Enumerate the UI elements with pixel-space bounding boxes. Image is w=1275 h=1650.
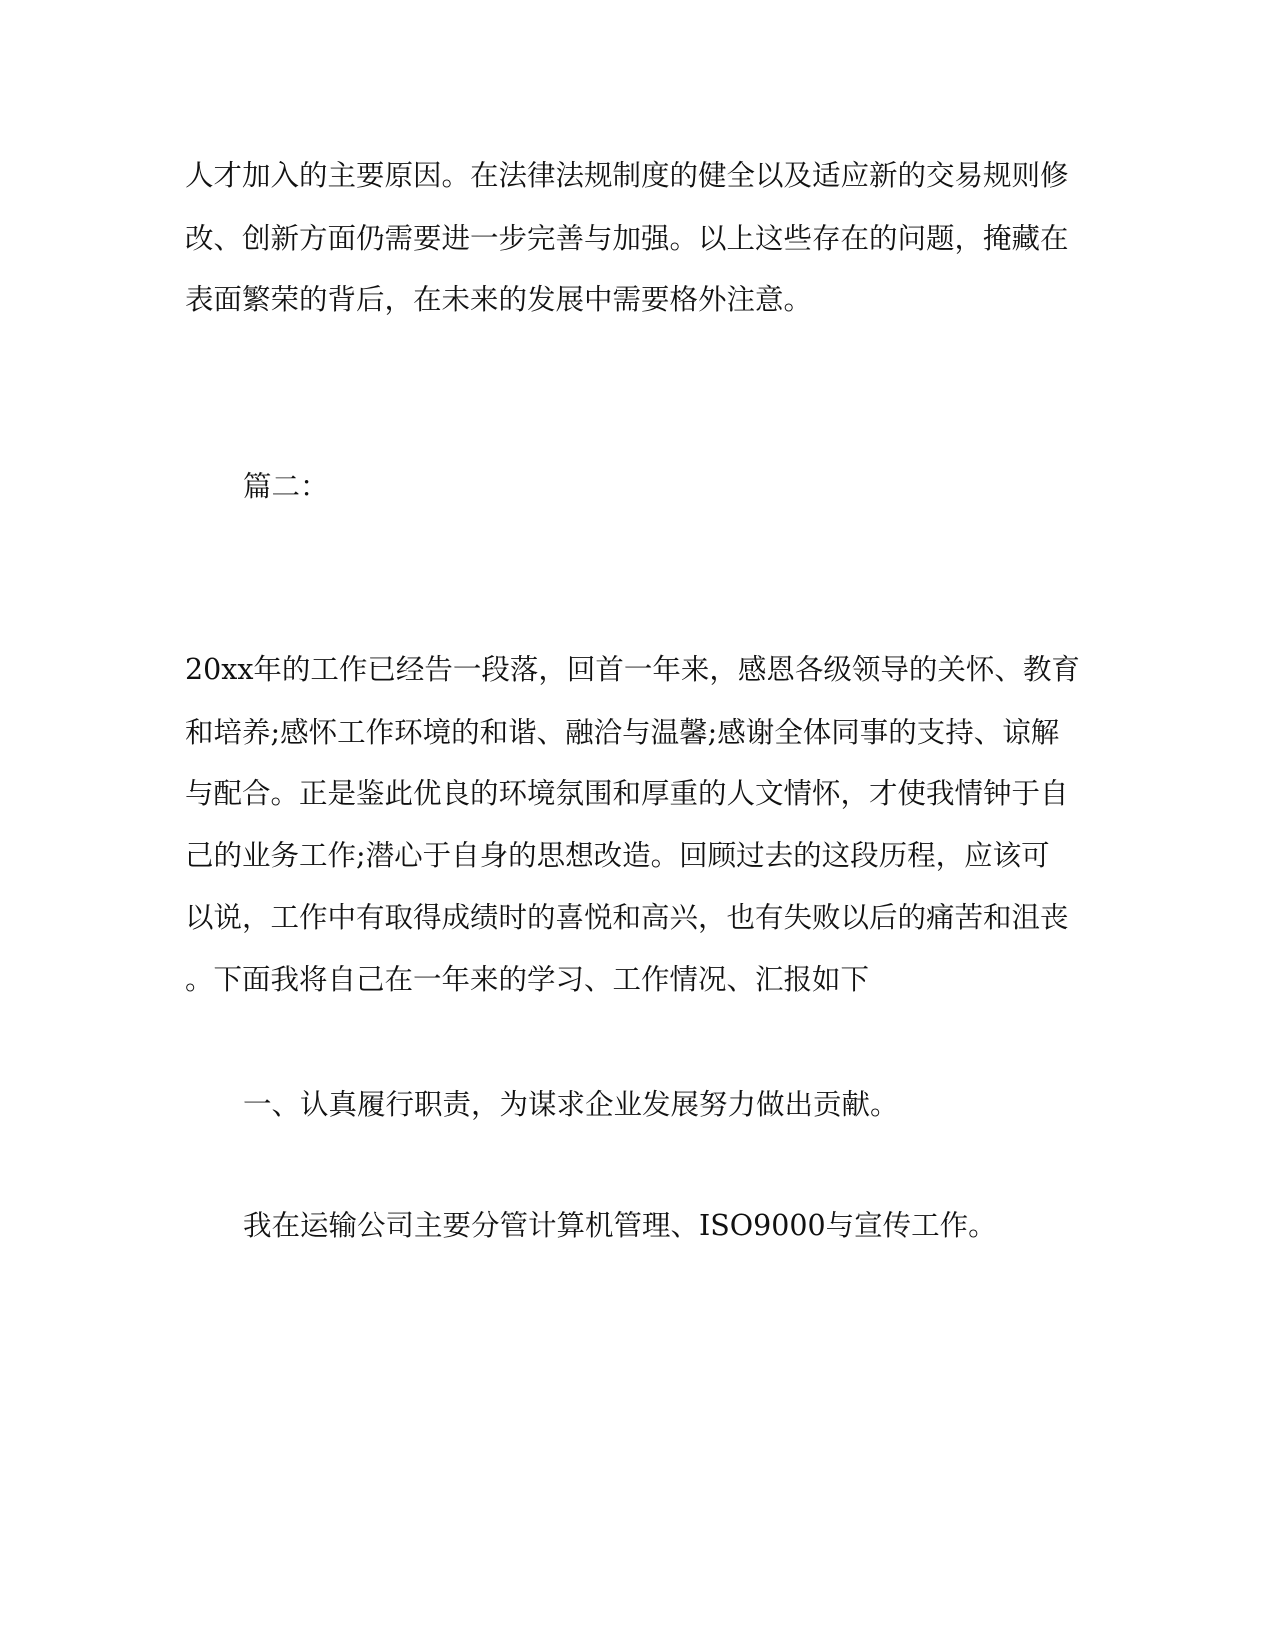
text-line: 和培养;感怀工作环境的和谐、融洽与温馨;感谢全体同事的支持、谅解 (185, 716, 1060, 749)
text-line: 我在运输公司主要分管计算机管理、ISO9000与宣传工作。 (243, 1209, 997, 1242)
text-line: 表面繁荣的背后，在未来的发展中需要格外注意。 (185, 283, 813, 316)
subheading: 一、认真履行职责，为谋求企业发展努力做出贡献。 (243, 1088, 899, 1121)
text-line: 改、创新方面仍需要进一步完善与加强。以上这些存在的问题，掩藏在 (185, 222, 1069, 255)
text-line: 以说，工作中有取得成绩时的喜悦和高兴，也有失败以后的痛苦和沮丧 (185, 901, 1069, 934)
text-line: 20xx年的工作已经告一段落，回首一年来，感恩各级领导的关怀、教育 (185, 653, 1080, 686)
text-line: 人才加入的主要原因。在法律法规制度的健全以及适应新的交易规则修 (185, 159, 1069, 192)
text-line: 。下面我将自己在一年来的学习、工作情况、汇报如下 (185, 963, 870, 996)
section-heading: 篇二： (243, 470, 329, 503)
text-line: 己的业务工作;潜心于自身的思想改造。回顾过去的这段历程，应该可 (185, 839, 1050, 872)
text-line: 与配合。正是鉴此优良的环境氛围和厚重的人文情怀，才使我情钟于自 (185, 777, 1069, 810)
